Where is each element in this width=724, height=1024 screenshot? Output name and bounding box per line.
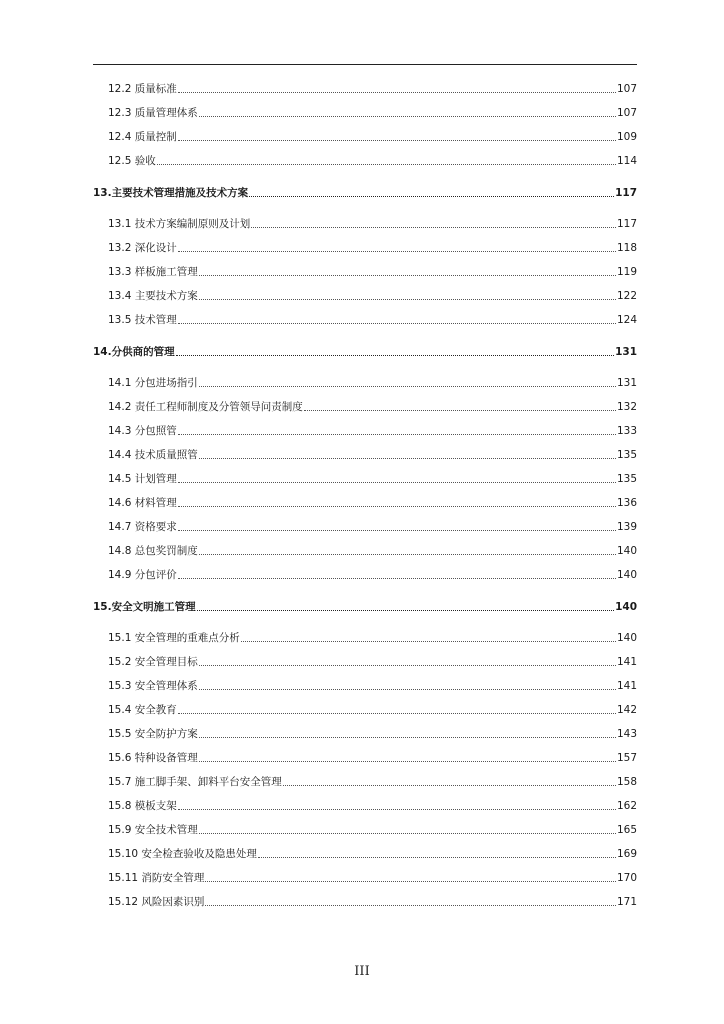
toc-entry-title: 14.7 资格要求 [108, 521, 177, 533]
toc-section-entry[interactable] [93, 621, 637, 645]
dot-leader [304, 410, 616, 411]
dot-leader [199, 275, 616, 276]
toc-section-entry[interactable] [93, 717, 637, 741]
toc-entry-title: 12.2 质量标准 [108, 83, 177, 95]
dot-leader [178, 713, 616, 714]
toc-entry-title: 14.6 材料管理 [108, 497, 177, 509]
toc-entry-page: 169 [616, 848, 637, 860]
toc-entry-title: 15.9 安全技术管理 [108, 824, 198, 836]
toc-entry-title: 15.12 风险因素识别 [108, 896, 205, 908]
toc-entry-title: 14.2 责任工程师制度及分管领导问责制度 [108, 401, 303, 413]
toc-entry-page: 158 [616, 776, 637, 788]
toc-entry-title: 13.2 深化设计 [108, 242, 177, 254]
toc-entry-page: 124 [616, 314, 637, 326]
toc-section-entry[interactable] [93, 510, 637, 534]
toc-entry-title: 15.3 安全管理体系 [108, 680, 198, 692]
toc-section-entry[interactable] [93, 366, 637, 390]
toc-entry-page: 157 [616, 752, 637, 764]
toc-entry-title: 15.1 安全管理的重难点分析 [108, 632, 240, 644]
dot-leader [178, 140, 616, 141]
toc-entry-page: 165 [616, 824, 637, 836]
toc-section-entry[interactable] [93, 789, 637, 813]
dot-leader [178, 482, 616, 483]
dot-leader [178, 92, 616, 93]
toc-entry-page: 118 [616, 242, 637, 254]
toc-entry-page: 133 [616, 425, 637, 437]
toc-entry-title: 13.5 技术管理 [108, 314, 177, 326]
toc-section-entry[interactable] [93, 96, 637, 120]
toc-section-entry[interactable] [93, 390, 637, 414]
toc-chapter-entry[interactable] [93, 176, 637, 200]
dot-leader [241, 641, 616, 642]
toc-entry-page: 139 [616, 521, 637, 533]
dot-leader [199, 665, 616, 666]
toc-entry-title: 13.4 主要技术方案 [108, 290, 198, 302]
toc-entry-title: 14.4 技术质量照管 [108, 449, 198, 461]
toc-entry-page: 141 [616, 656, 637, 668]
toc-entry-title: 14.8 总包奖罚制度 [108, 545, 198, 557]
toc-section-entry[interactable] [93, 72, 637, 96]
dot-leader [205, 905, 616, 906]
toc-section-entry[interactable] [93, 231, 637, 255]
toc-chapter-entry[interactable] [93, 335, 637, 359]
toc-entry-title: 15.7 施工脚手架、卸料平台安全管理 [108, 776, 282, 788]
toc-entry-title: 15.4 安全教育 [108, 704, 177, 716]
dot-leader [199, 299, 616, 300]
toc-entry-page: 131 [616, 377, 637, 389]
toc-entry-page: 140 [616, 632, 637, 644]
toc-section-entry[interactable] [93, 414, 637, 438]
dot-leader [251, 227, 616, 228]
toc-entry-page: 140 [615, 600, 637, 613]
page-number: III [354, 964, 370, 979]
toc-entry-page: 162 [616, 800, 637, 812]
toc-entry-title: 14.5 计划管理 [108, 473, 177, 485]
toc-entry-title: 15.11 消防安全管理 [108, 872, 205, 884]
toc-section-entry[interactable] [93, 255, 637, 279]
dot-leader [197, 610, 614, 611]
toc-entry-title: 12.5 验收 [108, 155, 156, 167]
toc-entry-page: 131 [615, 345, 637, 358]
toc-entry-page: 107 [616, 107, 637, 119]
dot-leader [249, 196, 614, 197]
dot-leader [258, 857, 616, 858]
toc-section-entry[interactable] [93, 462, 637, 486]
dot-leader [178, 323, 616, 324]
toc-entry-title: 13.1 技术方案编制原则及计划 [108, 218, 251, 230]
toc-entry-page: 141 [616, 680, 637, 692]
toc-entry-page: 117 [615, 186, 637, 199]
toc-section-entry[interactable] [93, 534, 637, 558]
dot-leader [199, 554, 616, 555]
dot-leader [199, 116, 616, 117]
toc-entry-page: 122 [616, 290, 637, 302]
dot-leader [178, 251, 616, 252]
dot-leader [199, 458, 616, 459]
toc-section-entry[interactable] [93, 669, 637, 693]
toc-entry-title: 15.8 模板支架 [108, 800, 177, 812]
toc-section-entry[interactable] [93, 645, 637, 669]
table-of-contents [93, 72, 637, 909]
toc-entry-title: 14.9 分包评价 [108, 569, 177, 581]
dot-leader [205, 881, 616, 882]
toc-entry-page: 140 [616, 569, 637, 581]
dot-leader [178, 434, 616, 435]
toc-entry-page: 107 [616, 83, 637, 95]
toc-entry-title: 15.10 安全检查验收及隐患处理 [108, 848, 257, 860]
toc-section-entry[interactable] [93, 861, 637, 885]
toc-chapter-entry[interactable] [93, 590, 637, 614]
header-rule [93, 64, 637, 65]
toc-entry-page: 171 [616, 896, 637, 908]
dot-leader [178, 578, 616, 579]
toc-entry-page: 135 [616, 449, 637, 461]
toc-section-entry[interactable] [93, 438, 637, 462]
toc-entry-title: 12.4 质量控制 [108, 131, 177, 143]
dot-leader [157, 164, 616, 165]
toc-section-entry[interactable] [93, 837, 637, 861]
dot-leader [199, 833, 616, 834]
toc-entry-page: 140 [616, 545, 637, 557]
dot-leader [199, 386, 616, 387]
toc-entry-title: 14.1 分包进场指引 [108, 377, 198, 389]
toc-section-entry[interactable] [93, 279, 637, 303]
toc-entry-page: 132 [616, 401, 637, 413]
dot-leader [176, 355, 614, 356]
toc-entry-page: 119 [616, 266, 637, 278]
dot-leader [178, 530, 616, 531]
toc-entry-page: 142 [616, 704, 637, 716]
toc-section-entry[interactable] [93, 303, 637, 327]
toc-entry-title: 12.3 质量管理体系 [108, 107, 198, 119]
toc-entry-page: 114 [616, 155, 637, 167]
toc-section-entry[interactable] [93, 693, 637, 717]
toc-entry-page: 143 [616, 728, 637, 740]
toc-section-entry[interactable] [93, 207, 637, 231]
toc-entry-page: 117 [616, 218, 637, 230]
dot-leader [199, 737, 616, 738]
toc-entry-title: 15.安全文明施工管理 [93, 600, 196, 613]
toc-section-entry[interactable] [93, 144, 637, 168]
toc-entry-page: 135 [616, 473, 637, 485]
dot-leader [199, 761, 616, 762]
toc-entry-title: 15.5 安全防护方案 [108, 728, 198, 740]
toc-entry-page: 170 [616, 872, 637, 884]
dot-leader [199, 689, 616, 690]
toc-entry-page: 136 [616, 497, 637, 509]
toc-section-entry[interactable] [93, 558, 637, 582]
toc-entry-title: 15.2 安全管理目标 [108, 656, 198, 668]
toc-entry-title: 14.3 分包照管 [108, 425, 177, 437]
toc-section-entry[interactable] [93, 486, 637, 510]
dot-leader [178, 809, 616, 810]
toc-section-entry[interactable] [93, 765, 637, 789]
toc-section-entry[interactable] [93, 120, 637, 144]
toc-section-entry[interactable] [93, 813, 637, 837]
dot-leader [283, 785, 616, 786]
toc-entry-title: 13.3 样板施工管理 [108, 266, 198, 278]
toc-entry-title: 13.主要技术管理措施及技术方案 [93, 186, 249, 199]
toc-section-entry[interactable] [93, 741, 637, 765]
toc-entry-title: 15.6 特种设备管理 [108, 752, 198, 764]
dot-leader [178, 506, 616, 507]
toc-entry-page: 109 [616, 131, 637, 143]
toc-section-entry[interactable] [93, 885, 637, 909]
toc-entry-title: 14.分供商的管理 [93, 345, 175, 358]
